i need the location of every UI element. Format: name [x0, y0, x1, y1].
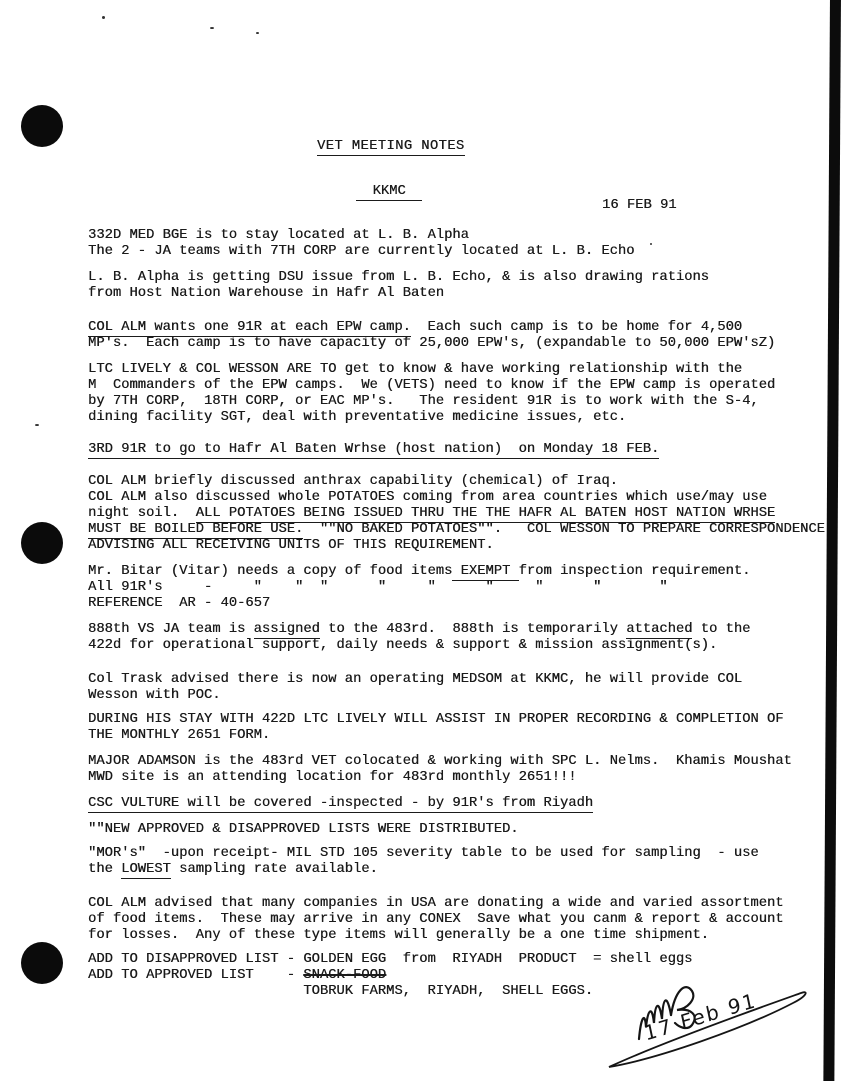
text-segment: 332D MED BGE is to stay located at L. B. Alpha: [88, 228, 469, 243]
underlined-text: assigned: [253, 622, 320, 637]
scan-speck: [256, 32, 259, 34]
text-segment: for losses. Any of these type items will generally be a one time shipment.: [88, 928, 709, 943]
text-segment: sampling rate available.: [170, 862, 378, 877]
text-line: [88, 638, 825, 654]
text-line: [88, 712, 825, 728]
text-segment: by 7TH CORP, 18TH CORP, or EAC MP's. The resident 91R is to work with the S-4,: [88, 394, 759, 409]
signature-scribble: [595, 975, 830, 1080]
text-segment: Mr. Bitar (Vitar) needs a copy of food items: [88, 564, 453, 579]
scan-speck: [102, 16, 105, 19]
text-segment: from inspection requirement.: [518, 564, 751, 579]
page-title: [317, 139, 465, 155]
text-segment: Col Trask advised there is now an operating MEDSOM at KKMC, he will provide COL: [88, 672, 743, 687]
text-line: [88, 862, 825, 878]
text-line: [88, 270, 825, 286]
text-line: [88, 952, 825, 968]
underlined-text: EXEMPT: [452, 564, 519, 579]
text-line: [88, 228, 825, 244]
text-line: [88, 538, 825, 554]
text-segment: the: [88, 862, 122, 877]
text-segment: 422d for operational support, daily needs & support & mission assignment(s).: [88, 638, 718, 653]
text-line: [88, 286, 825, 302]
text-line: [88, 320, 825, 336]
text-segment: ADD TO APPROVED LIST -: [88, 968, 304, 983]
text-segment: LTC LIVELY & COL WESSON ARE TO get to know & have working relationship with the: [88, 362, 743, 377]
text-line: [88, 846, 825, 862]
text-line: [88, 622, 825, 638]
text-segment: The 2 - JA teams with 7TH CORP are currently located at L. B. Echo: [88, 244, 635, 259]
text-segment: dining facility SGT, deal with preventative medicine issues, etc.: [88, 410, 627, 425]
text-line: [88, 362, 825, 378]
text-segment: Wesson with POC.: [88, 688, 221, 703]
text-segment: to the 483rd. 888th is temporarily: [319, 622, 627, 637]
text-line: [88, 912, 825, 928]
text-segment: 888th VS JA team is: [88, 622, 254, 637]
text-segment: THE MONTHLY 2651 FORM.: [88, 728, 271, 743]
underlined-text: ALL POTATOES BEING ISSUED THRU THE THE HAFR AL BATEN HOST NATION WRHSE: [195, 506, 776, 521]
text-line: [88, 474, 825, 490]
scan-speck: [210, 27, 214, 29]
text-segment: L. B. Alpha is getting DSU issue from L. B. Echo, & is also drawing rations: [88, 270, 709, 285]
text-segment: to the: [692, 622, 751, 637]
underlined-text: COL ALM wants one 91R at each EPW camp.: [88, 320, 411, 335]
text-segment: DURING HIS STAY WITH 422D LTC LIVELY WILL ASSIST IN PROPER RECORDING & COMPLETION OF: [88, 712, 784, 727]
text-line: [88, 442, 825, 458]
text-line: [88, 770, 825, 786]
text-line: [88, 596, 825, 612]
text-line: [88, 754, 825, 770]
scan-edge-bar: [823, 0, 841, 1081]
struck-text: SNACK-FOOD: [303, 968, 387, 983]
text-line: [88, 580, 825, 596]
text-segment: M Commanders of the EPW camps. We (VETS) need to know if the EPW camp is operated: [88, 378, 776, 393]
page-title-text: VET MEETING NOTES: [317, 139, 465, 154]
text-line: [88, 490, 825, 506]
text-segment: REFERENCE AR - 40-657: [88, 596, 271, 611]
text-line: [88, 522, 825, 538]
underlined-text: attached: [626, 622, 693, 637]
text-segment: ""NEW APPROVED & DISAPPROVED LISTS WERE DISTRIBUTED.: [88, 822, 519, 837]
text-segment: "MOR's" -upon receipt- MIL STD 105 severity table to be used for sampling - use: [88, 846, 759, 861]
text-line: [88, 564, 825, 580]
text-segment: COL ALM briefly discussed anthrax capability (chemical) of Iraq.: [88, 474, 618, 489]
scan-speck: [35, 424, 39, 426]
text-segment: ADD TO DISAPPROVED LIST - GOLDEN EGG from RIYADH PRODUCT = shell eggs: [88, 952, 693, 967]
signature-date: 17 Feb 91: [642, 987, 759, 1046]
text-line: [88, 796, 825, 812]
text-segment: Each such camp is to be home for 4,500: [410, 320, 743, 335]
text-segment: ""NO BAKED POTATOES"". COL WESSON TO PREPARE CORRESPONDENCE: [303, 522, 825, 537]
document-body: [88, 228, 825, 1000]
text-segment: COL ALM also discussed whole POTATOES coming from area countries which use/may use: [88, 490, 767, 505]
hole-punch-dot: [21, 105, 63, 147]
text-line: [88, 896, 825, 912]
text-segment: All 91R's - " " " " " " " " ": [88, 580, 668, 595]
text-segment: MP's. Each camp is to have capacity of 25,000 EPW's, (expandable to 50,000 EPW'sZ): [88, 336, 776, 351]
hole-punch-dot: [21, 522, 63, 564]
text-line: [88, 728, 825, 744]
text-line: [88, 378, 825, 394]
text-line: [88, 688, 825, 704]
text-line: [88, 506, 825, 522]
text-segment: COL ALM advised that many companies in USA are donating a wide and varied assortment: [88, 896, 784, 911]
text-line: [88, 928, 825, 944]
text-line: [88, 244, 825, 260]
text-line: [88, 672, 825, 688]
text-segment: ADVISING ALL RECEIVING UNITS OF THIS REQUIREMENT.: [88, 538, 494, 553]
text-segment: from Host Nation Warehouse in Hafr Al Baten: [88, 286, 445, 301]
document-date: 16 FEB 91: [602, 198, 677, 213]
text-segment: night soil.: [88, 506, 196, 521]
text-line: [88, 410, 825, 426]
text-segment: of food items. These may arrive in any CONEX Save what you canm & report & account: [88, 912, 784, 927]
text-line: [88, 822, 825, 838]
text-segment: TOBRUK FARMS, RIYADH, SHELL EGGS.: [88, 984, 594, 999]
text-segment: MAJOR ADAMSON is the 483rd VET colocated & working with SPC L. Nelms. Khamis Moushat: [88, 754, 792, 769]
underlined-text: 3RD 91R to go to Hafr Al Baten Wrhse (host nation) on Monday 18 FEB.: [88, 442, 660, 457]
text-line: [88, 394, 825, 410]
underlined-text: MUST BE BOILED BEFORE USE.: [88, 522, 304, 537]
text-line: [88, 336, 825, 352]
underlined-text: LOWEST: [121, 862, 171, 877]
underlined-text: CSC VULTURE will be covered -inspected - by 91R's from Riyadh: [88, 796, 594, 811]
hole-punch-dot: [21, 942, 63, 984]
page-subtitle-text: KKMC: [356, 184, 422, 201]
text-segment: MWD site is an attending location for 483rd monthly 2651!!!: [88, 770, 577, 785]
page-subtitle: [356, 184, 422, 200]
